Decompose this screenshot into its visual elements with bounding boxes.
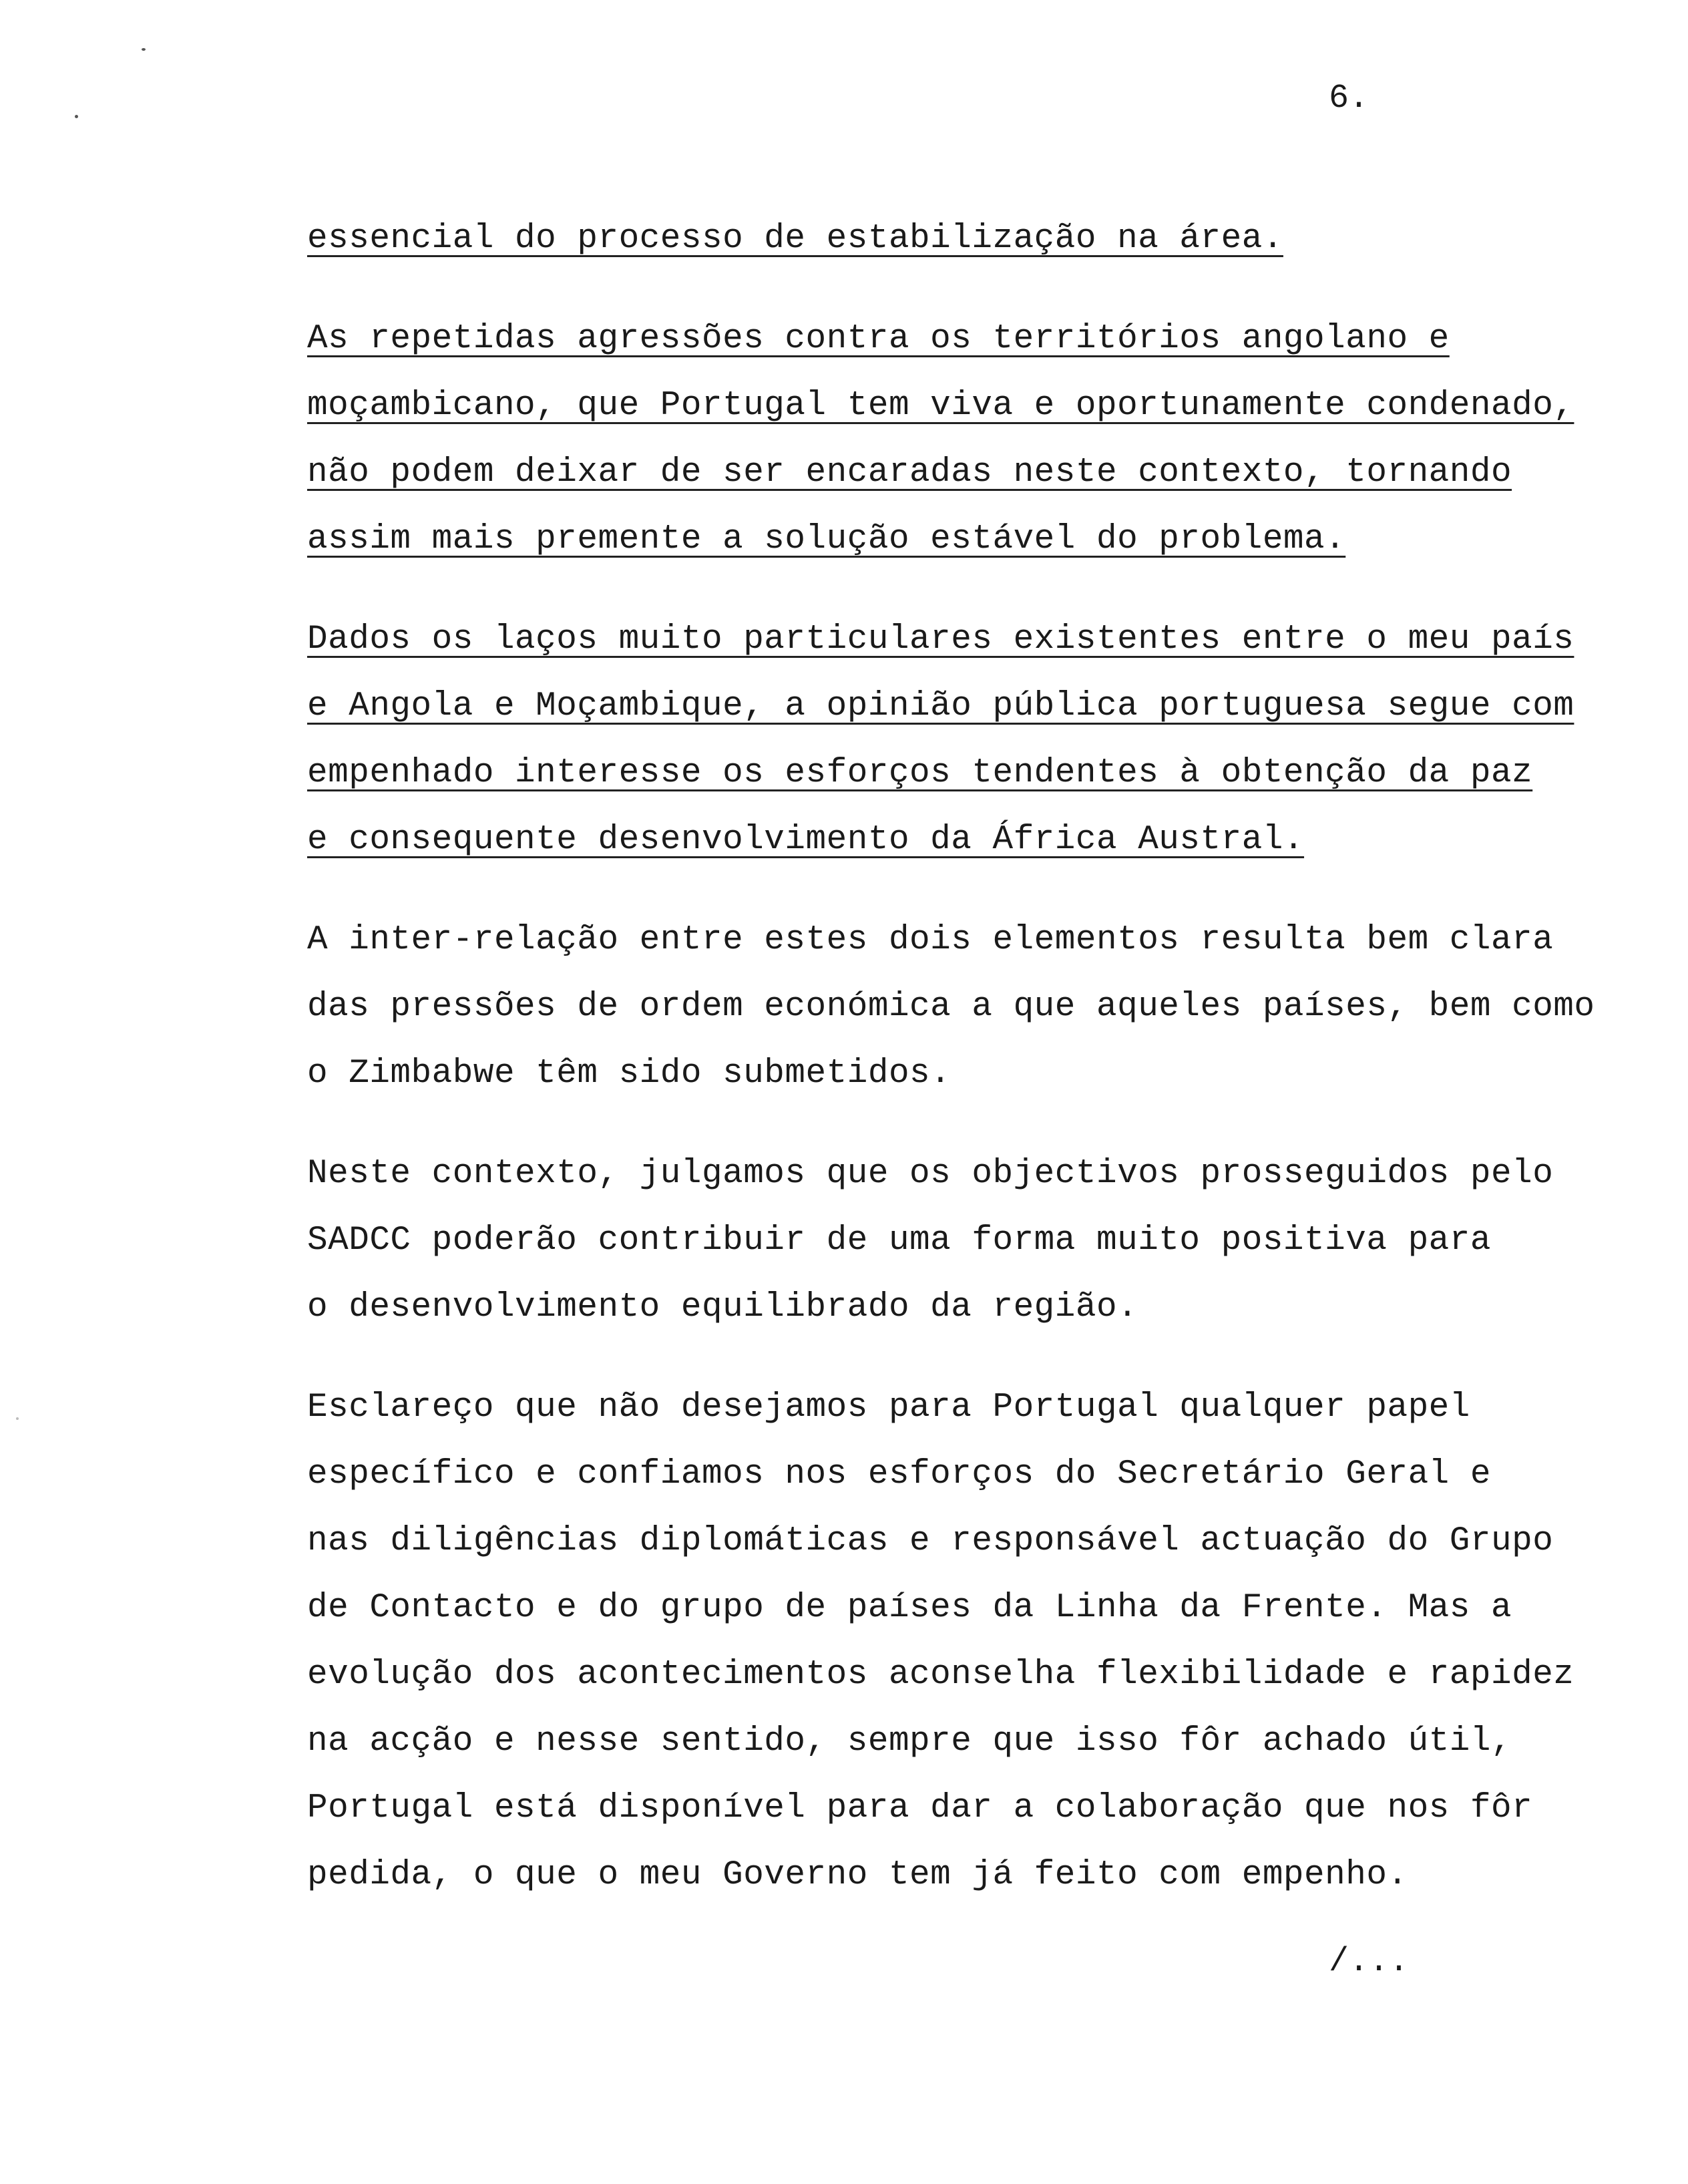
paragraph-3-line-3: empenhado interesse os esforços tendentes à obtenção da paz [307, 754, 1533, 792]
paragraph-6-line-8: pedida, o que o meu Governo tem já feito com empenho. [307, 1856, 1408, 1894]
paragraph-6-line-5: evolução dos acontecimentos aconselha flexibilidade e rapidez [307, 1656, 1574, 1694]
paragraph-3-line-1: Dados os laços muito particulares existentes entre o meu país [307, 620, 1574, 659]
paragraph-6-line-3: nas diligências diplomáticas e responsável actuação do Grupo [307, 1522, 1554, 1560]
scan-speck [75, 115, 78, 118]
scan-speck [16, 1417, 19, 1420]
paragraph-6-line-1: Esclareço que não desejamos para Portugal qualquer papel [307, 1389, 1470, 1427]
paragraph-5-line-3: o desenvolvimento equilibrado da região. [307, 1288, 1138, 1326]
paragraph-2-line-1: As repetidas agressões contra os territórios angolano e [307, 320, 1450, 358]
paragraph-1-line-1: essencial do processo de estabilização na área. [307, 220, 1283, 258]
paragraph-2-line-2: moçambicano, que Portugal tem viva e oportunamente condenado, [307, 387, 1574, 425]
paragraph-5-line-1: Neste contexto, julgamos que os objectivos prosseguidos pelo [307, 1155, 1554, 1193]
continuation-mark: /... [1329, 1943, 1410, 1981]
paragraph-3-line-4: e consequente desenvolvimento da África Austral. [307, 821, 1305, 859]
paragraph-6-line-4: de Contacto e do grupo de países da Linha da Frente. Mas a [307, 1589, 1512, 1627]
paragraph-3-line-2: e Angola e Moçambique, a opinião pública portuguesa segue com [307, 687, 1574, 725]
paragraph-6-line-7: Portugal está disponível para dar a colaboração que nos fôr [307, 1789, 1533, 1827]
paragraph-6-line-6: na acção e nesse sentido, sempre que isso fôr achado útil, [307, 1722, 1512, 1761]
page-number: 6. [1329, 79, 1369, 118]
paragraph-2-line-3: não podem deixar de ser encaradas neste contexto, tornando [307, 453, 1512, 492]
paragraph-4-line-2: das pressões de ordem económica a que aqueles países, bem como [307, 988, 1595, 1026]
paragraph-2-line-4: assim mais premente a solução estável do problema. [307, 520, 1346, 558]
scan-speck [142, 48, 146, 51]
paragraph-4-line-3: o Zimbabwe têm sido submetidos. [307, 1055, 952, 1093]
paragraph-6-line-2: específico e confiamos nos esforços do Secretário Geral e [307, 1455, 1491, 1493]
paragraph-4-line-1: A inter-relação entre estes dois elementos resulta bem clara [307, 921, 1554, 959]
paragraph-5-line-2: SADCC poderão contribuir de uma forma muito positiva para [307, 1222, 1491, 1260]
